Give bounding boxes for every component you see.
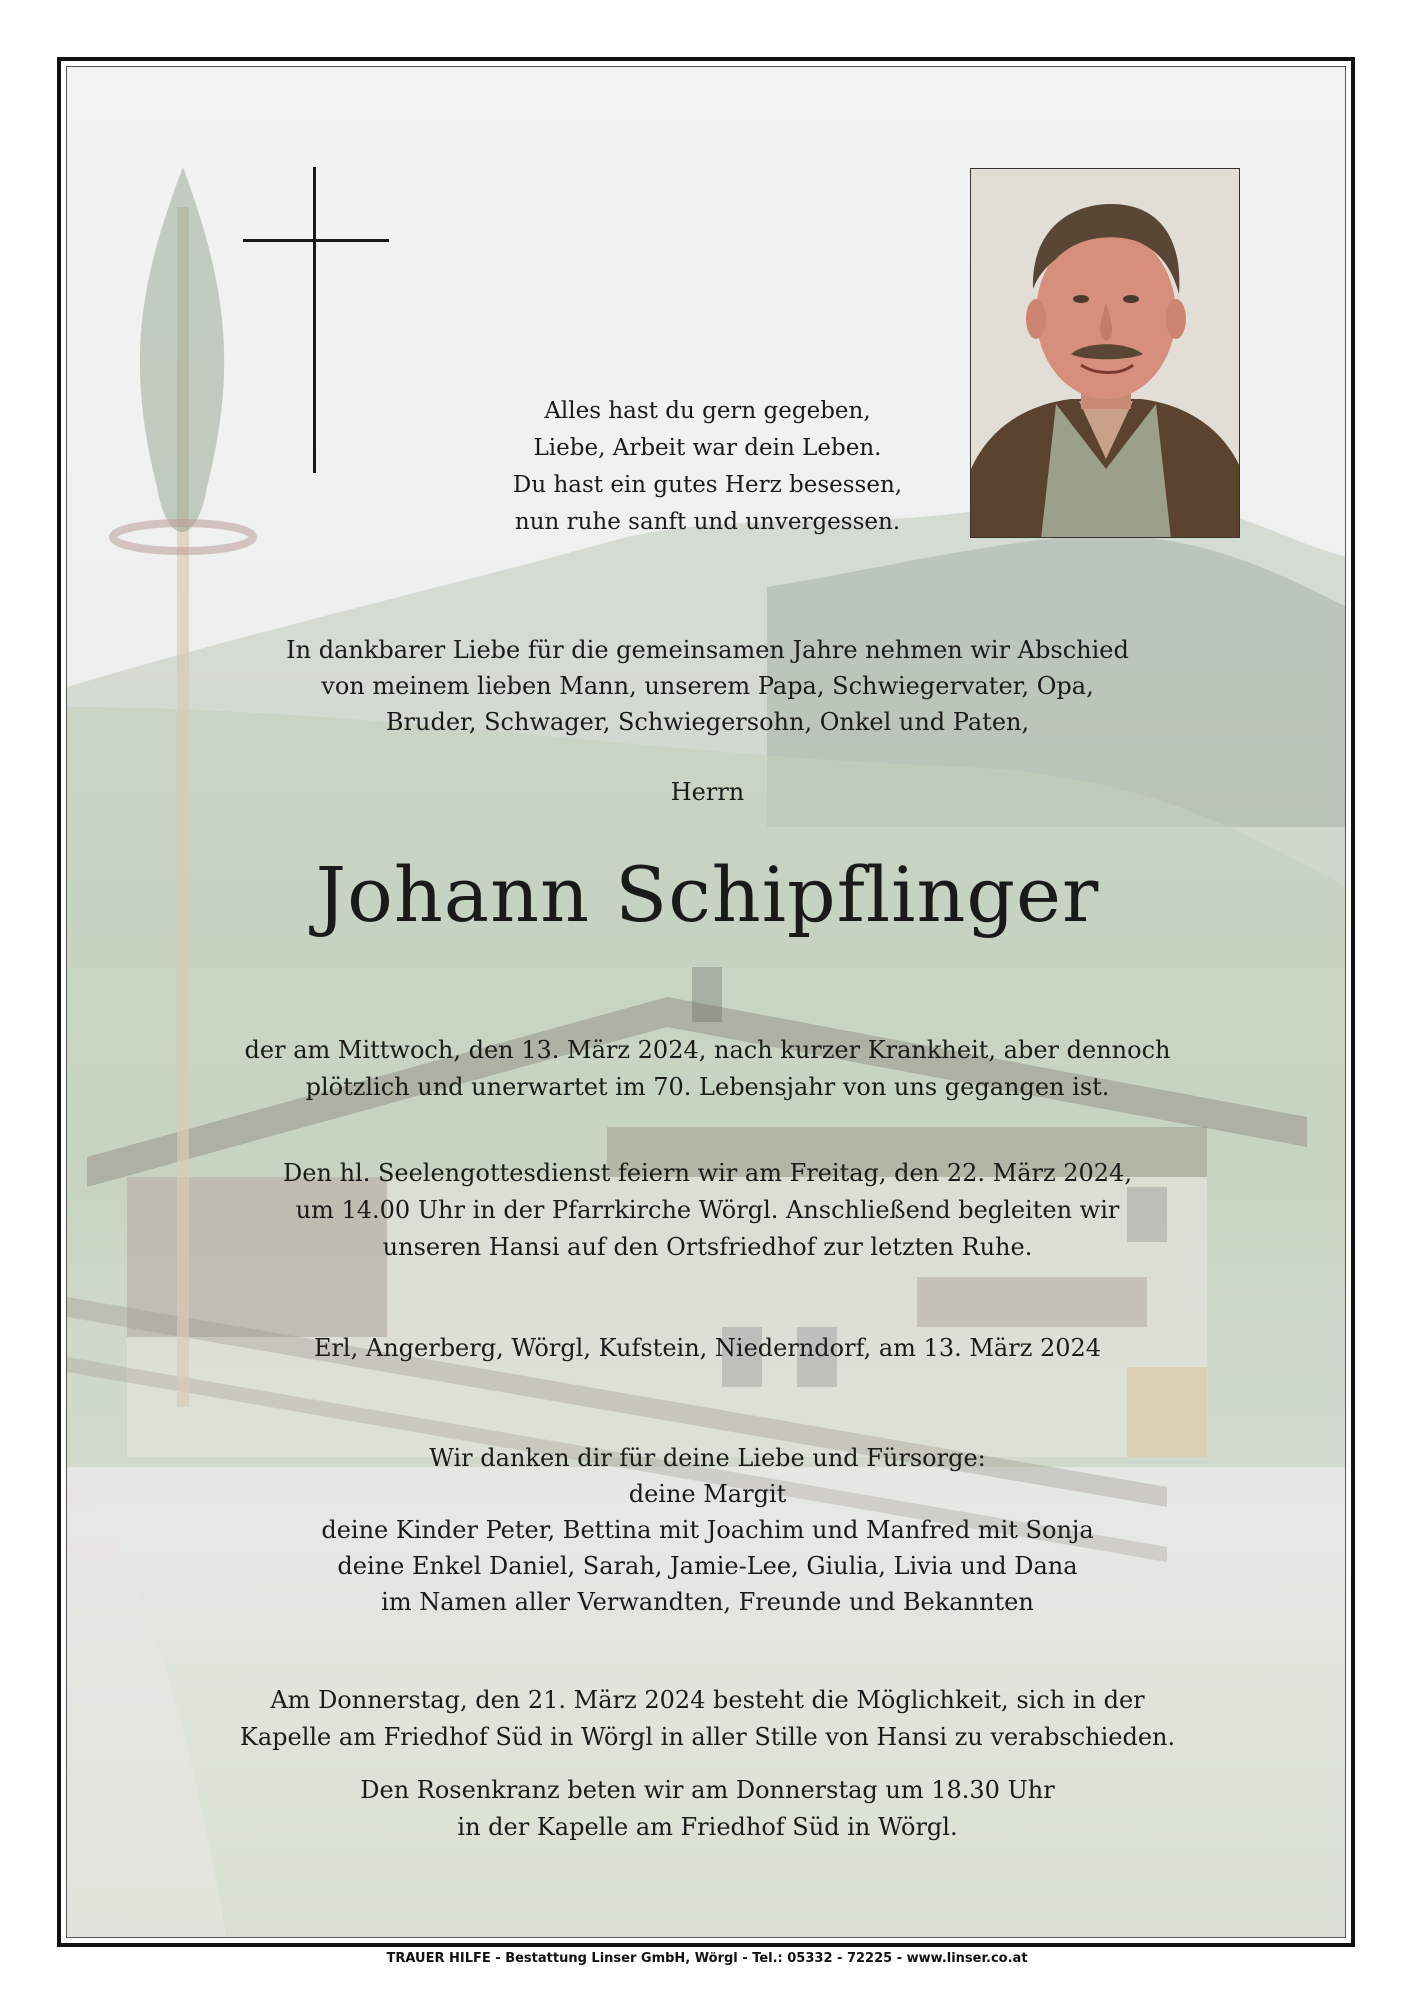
farewell-notice [150,1682,1265,1756]
thanks-line: im Namen aller Verwandten, Freunde und Bekannten [381,1588,1034,1616]
mass-line: Den hl. Seelengottesdienst feiern wir am Freitag, den 22. März 2024, [283,1159,1132,1187]
footer-imprint: TRAUER HILFE - Bestattung Linser GmbH, Wörgl - Tel.: 05332 - 72225 - www.linser.co.at [386,1951,1028,1966]
farewell-line: Kapelle am Friedhof Süd in Wörgl in aller Stille von Hansi zu verabschieden. [239,1723,1176,1751]
mass-notice [150,1155,1265,1266]
intro-line: von meinem lieben Mann, unserem Papa, Schwiegervater, Opa, [321,672,1094,700]
farewell-line: Am Donnerstag, den 21. März 2024 besteht die Möglichkeit, sich in der [270,1686,1145,1714]
poem-line: Liebe, Arbeit war dein Leben. [533,435,882,461]
thanks-line: deine Enkel Daniel, Sarah, Jamie-Lee, Giulia, Livia und Dana [337,1552,1078,1580]
poem-line: Du hast ein gutes Herz besessen, [512,472,903,498]
mourners-list [150,1440,1265,1620]
thanks-line: deine Kinder Peter, Bettina mit Joachim und Manfred mit Sonja [321,1516,1094,1544]
poem-line: Alles hast du gern gegeben, [544,398,871,424]
places-date: Erl, Angerberg, Wörgl, Kufstein, Niederndorf, am 13. März 2024 [313,1334,1102,1362]
thanks-line: Wir danken dir für deine Liebe und Fürsorge: [429,1444,986,1472]
poem [150,393,1265,541]
intro-line: In dankbarer Liebe für die gemeinsamen Jahre nehmen wir Abschied [286,636,1129,664]
deceased-name: Johann Schipflinger [315,850,1100,939]
intro-line: Bruder, Schwager, Schwiegersohn, Onkel und Paten, [385,708,1030,736]
mass-line: unseren Hansi auf den Ortsfriedhof zur letzten Ruhe. [382,1233,1033,1261]
death-notice [150,1032,1265,1106]
farewell-intro [150,632,1265,740]
mass-line: um 14.00 Uhr in der Pfarrkirche Wörgl. Anschließend begleiten wir [295,1196,1120,1224]
death-line: der am Mittwoch, den 13. März 2024, nach kurzer Krankheit, aber dennoch [244,1036,1171,1064]
rosary-notice [150,1772,1265,1846]
rosary-line: in der Kapelle am Friedhof Süd in Wörgl. [457,1813,958,1841]
poem-line: nun ruhe sanft und unvergessen. [514,509,901,535]
rosary-line: Den Rosenkranz beten wir am Donnerstag um 18.30 Uhr [360,1776,1055,1804]
death-line: plötzlich und unerwartet im 70. Lebensjahr von uns gegangen ist. [305,1073,1110,1101]
thanks-line: deine Margit [628,1480,787,1508]
salutation: Herrn [670,778,745,806]
